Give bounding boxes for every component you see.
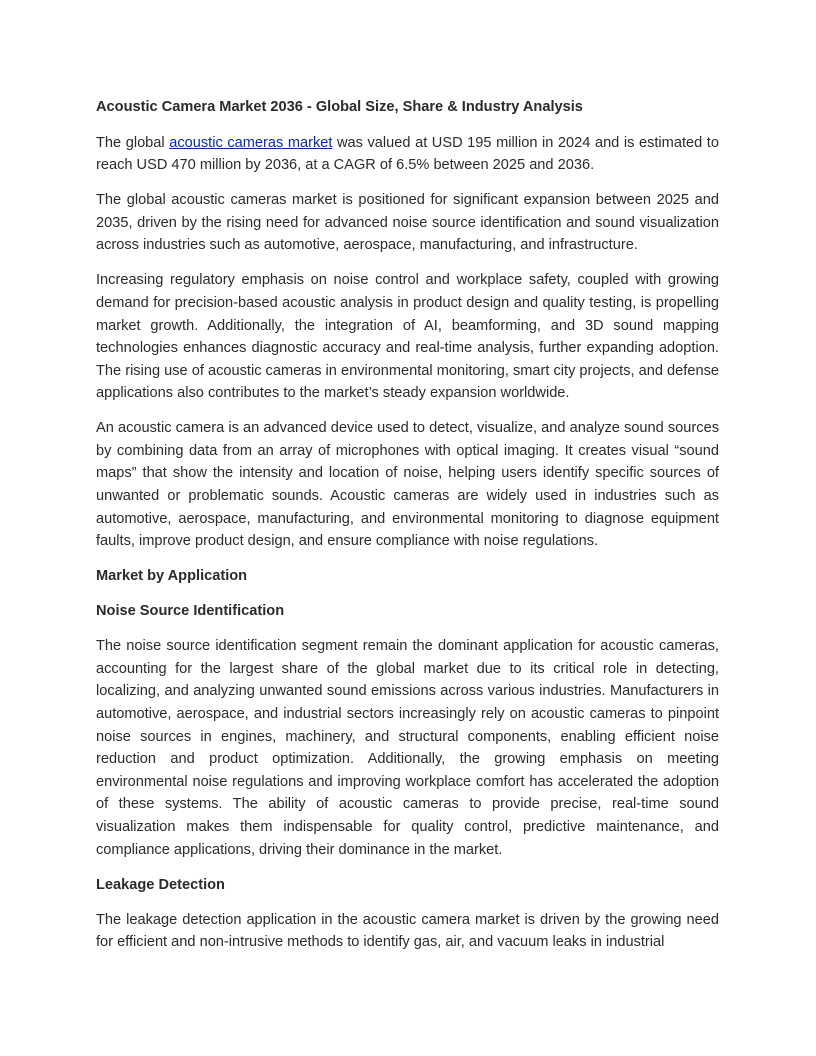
intro-paragraph [96, 132, 719, 177]
document-title: Acoustic Camera Market 2036 - Global Size, Share & Industry Analysis [96, 99, 583, 115]
subsection-heading-leakage-detection: Leakage Detection [96, 876, 225, 893]
paragraph-noise-source-identification: The noise source identification segment remain the dominant application for acoustic cameras, accounting for the largest share of the global market due to its critical role in detecting, localizing, and analyzing unwanted sound emissions across various industries. Manufacturers in automotive, aerospace, and industrial sectors increasingly rely on acoustic cameras to pinpoint noise sources in engines, machinery, and structural components, enabling efficient noise reduction and product optimization. Additionally, the growing emphasis on meeting environmental noise regulations and improving workplace comfort has accelerated the adoption of these systems. The ability of acoustic cameras to provide precise, real-time sound visualization makes them indispensable for quality control, predictive maintenance, and compliance applications, driving their dominance in the market. [96, 638, 719, 858]
acoustic-cameras-market-link[interactable]: acoustic cameras market [169, 134, 333, 151]
intro-text-before-link: The global [96, 134, 170, 151]
paragraph-acoustic-camera-definition: An acoustic camera is an advanced device used to detect, visualize, and analyze sound sources by combining data from an array of microphones with optical imaging. It creates visual “sound maps” that show the intensity and location of noise, helping users identify specific sources of unwanted or problematic sounds. Acoustic cameras are widely used in industries such as automotive, aerospace, manufacturing, and environmental monitoring to diagnose equipment faults, improve product design, and ensure compliance with noise regulations. [96, 420, 719, 550]
paragraph-regulatory-emphasis: Increasing regulatory emphasis on noise control and workplace safety, coupled with growing demand for precision-based acoustic analysis in product design and quality testing, is propelling market growth. Additionally, the integration of AI, beamforming, and 3D sound mapping technologies enhances diagnostic accuracy and real-time analysis, further expanding adoption. The rising use of acoustic cameras in environmental monitoring, smart city projects, and defense applications also contributes to the market’s steady expansion worldwide. [96, 272, 719, 402]
paragraph-market-expansion: The global acoustic cameras market is positioned for significant expansion between 2025 and 2035, driven by the rising need for advanced noise source identification and sound visualization across industries such as automotive, aerospace, manufacturing, and infrastructure. [96, 192, 719, 254]
paragraph-leakage-detection: The leakage detection application in the acoustic camera market is driven by the growing need for efficient and non-intrusive methods to identify gas, air, and vacuum leaks in industrial [96, 911, 719, 951]
document-page [96, 96, 719, 966]
intro-text-after-link: was valued at USD 195 million in 2024 and is estimated to reach USD 470 million by 2036, at a CAGR of 6.5% between 2025 and 2036. [96, 134, 719, 174]
section-heading-market-by-application: Market by Application [96, 568, 248, 585]
subsection-heading-noise-source: Noise Source Identification [96, 603, 285, 620]
